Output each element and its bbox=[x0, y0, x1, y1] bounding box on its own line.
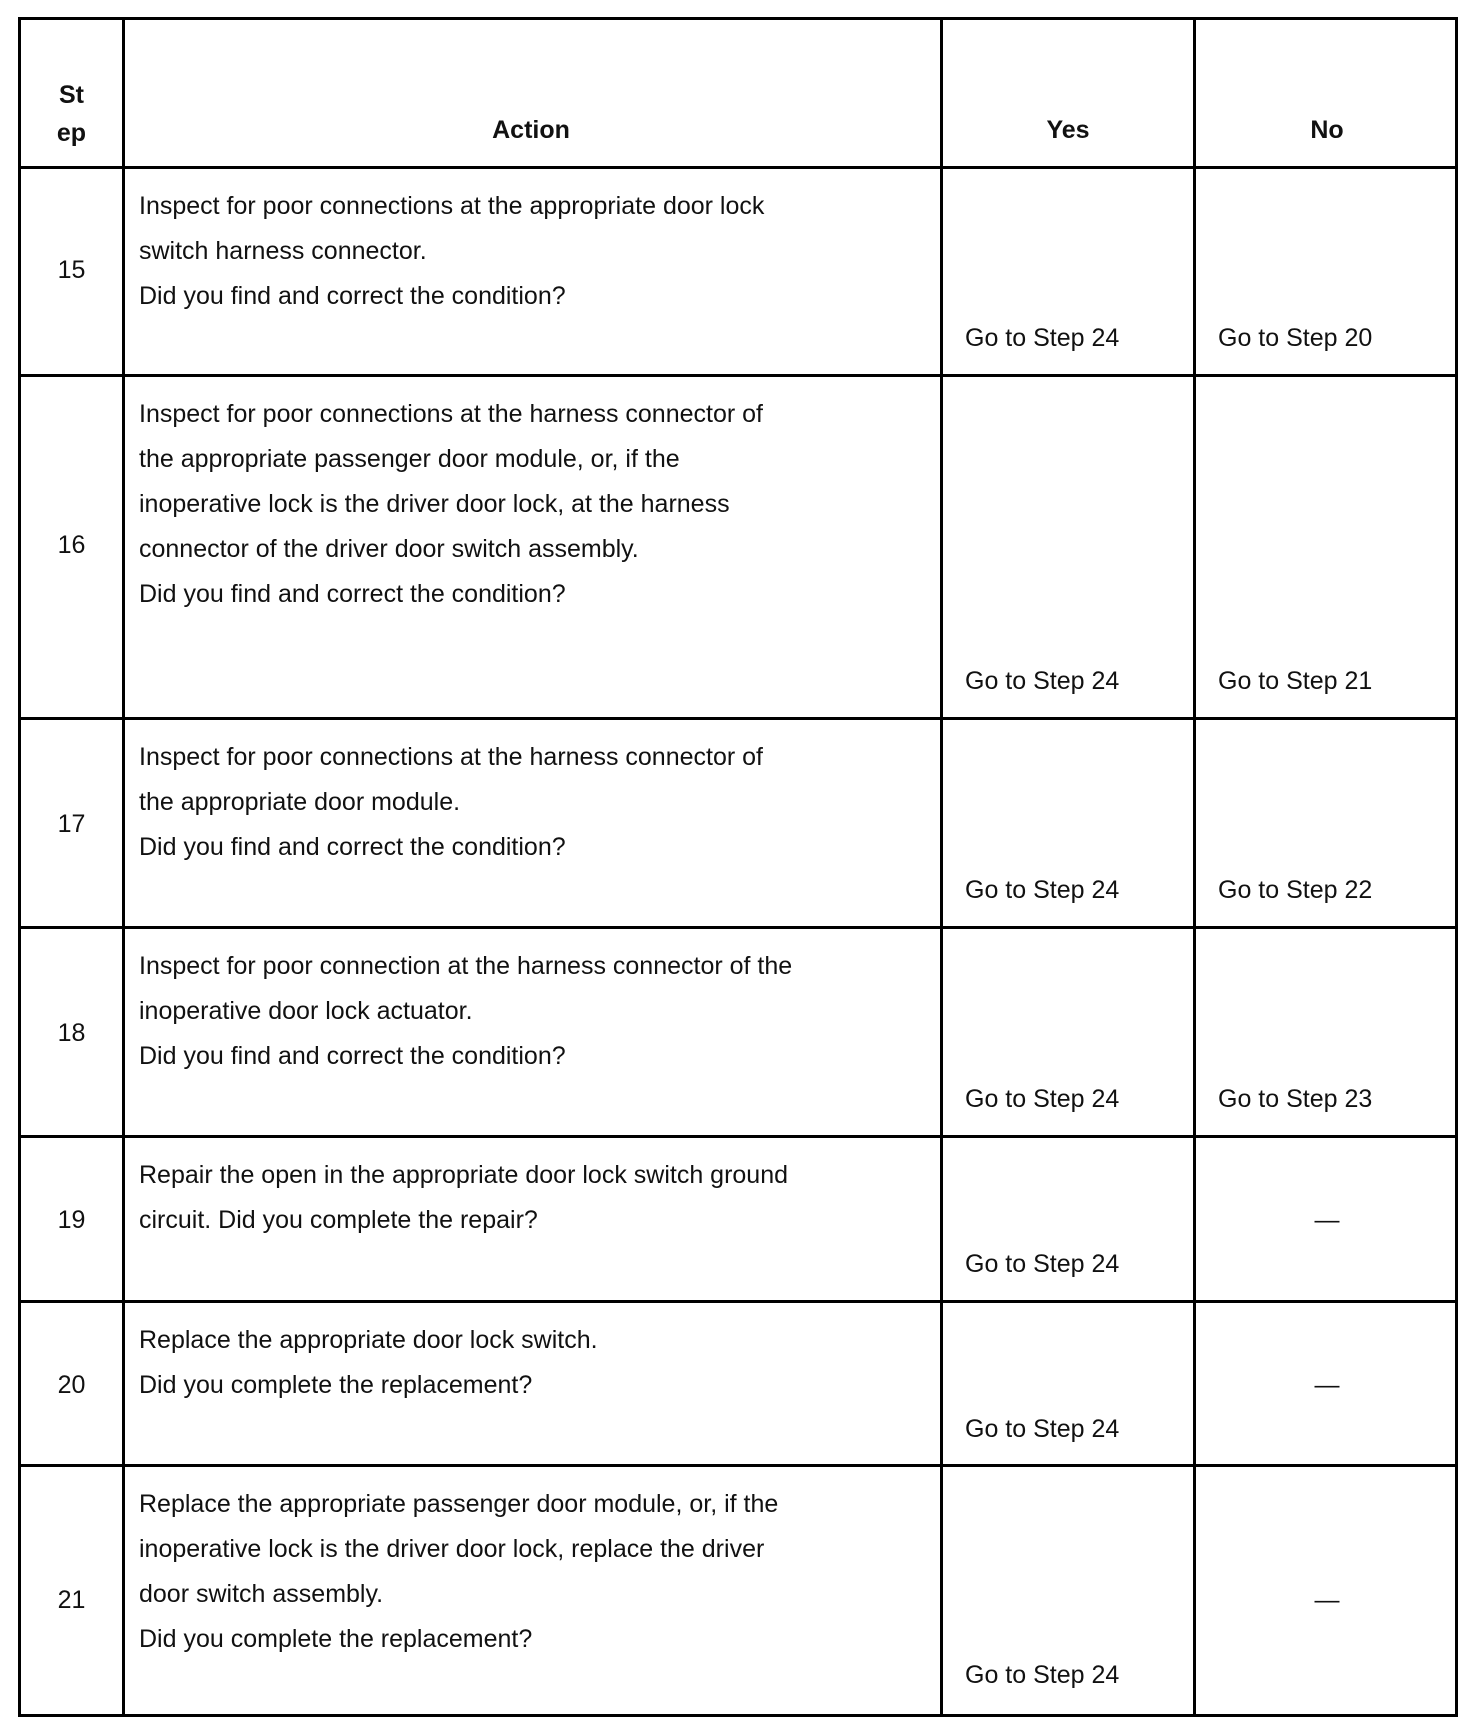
column-divider bbox=[940, 20, 943, 1714]
action-line: circuit. Did you complete the repair? bbox=[139, 1206, 538, 1234]
action-line: Inspect for poor connections at the appropriate door lock bbox=[139, 192, 765, 220]
action-line: Did you find and correct the condition? bbox=[139, 1042, 566, 1070]
row-divider bbox=[21, 1464, 1455, 1467]
action-line: the appropriate door module. bbox=[139, 788, 461, 816]
header-yes: Yes bbox=[1046, 116, 1090, 144]
row-divider bbox=[21, 1135, 1455, 1138]
no-cell: Go to Step 20 bbox=[1218, 324, 1373, 352]
action-cell bbox=[125, 1153, 937, 1243]
no-cell: Go to Step 22 bbox=[1218, 876, 1373, 904]
step-number: 15 bbox=[57, 256, 86, 284]
no-cell: Go to Step 23 bbox=[1218, 1085, 1373, 1113]
action-line: Did you find and correct the condition? bbox=[139, 833, 566, 861]
action-line: switch harness connector. bbox=[139, 237, 427, 265]
header-no: No bbox=[1310, 116, 1344, 144]
step-number: 16 bbox=[57, 531, 86, 559]
yes-cell: Go to Step 24 bbox=[965, 1250, 1120, 1278]
step-number: 18 bbox=[57, 1019, 86, 1047]
row-divider bbox=[21, 166, 1455, 169]
header-step-line1: St bbox=[59, 81, 84, 109]
step-number: 17 bbox=[57, 810, 86, 838]
action-cell bbox=[125, 184, 937, 319]
action-cell bbox=[125, 735, 937, 870]
yes-cell: Go to Step 24 bbox=[965, 1661, 1120, 1689]
column-divider bbox=[1193, 20, 1196, 1714]
step-number: 19 bbox=[57, 1206, 86, 1234]
action-cell bbox=[125, 1482, 937, 1662]
step-number: 21 bbox=[57, 1586, 86, 1614]
step-number: 20 bbox=[57, 1371, 86, 1399]
diagnostic-table bbox=[18, 17, 1458, 1717]
yes-cell: Go to Step 24 bbox=[965, 1415, 1120, 1443]
action-cell bbox=[125, 1318, 937, 1408]
no-cell-dash: — bbox=[1314, 1371, 1340, 1399]
action-line: door switch assembly. bbox=[139, 1580, 384, 1608]
action-line: Did you complete the replacement? bbox=[139, 1371, 533, 1399]
yes-cell: Go to Step 24 bbox=[965, 324, 1120, 352]
action-line: Inspect for poor connection at the harness connector of the bbox=[139, 952, 793, 980]
action-line: Inspect for poor connections at the harness connector of bbox=[139, 743, 763, 771]
header-action: Action bbox=[492, 116, 570, 144]
action-line: inoperative lock is the driver door lock, replace the driver bbox=[139, 1535, 765, 1563]
action-line: the appropriate passenger door module, or, if the bbox=[139, 445, 680, 473]
action-line: Did you complete the replacement? bbox=[139, 1625, 533, 1653]
header-step-line2: ep bbox=[56, 119, 87, 147]
action-line: Replace the appropriate door lock switch. bbox=[139, 1326, 598, 1354]
header-step bbox=[21, 76, 122, 152]
yes-cell: Go to Step 24 bbox=[965, 667, 1120, 695]
action-line: Replace the appropriate passenger door module, or, if the bbox=[139, 1490, 779, 1518]
action-line: Repair the open in the appropriate door lock switch ground bbox=[139, 1161, 789, 1189]
no-cell-dash: — bbox=[1314, 1206, 1340, 1234]
action-cell bbox=[125, 944, 937, 1079]
action-line: Did you find and correct the condition? bbox=[139, 282, 566, 310]
row-divider bbox=[21, 717, 1455, 720]
action-line: connector of the driver door switch assembly. bbox=[139, 535, 639, 563]
no-cell: Go to Step 21 bbox=[1218, 667, 1373, 695]
yes-cell: Go to Step 24 bbox=[965, 876, 1120, 904]
row-divider bbox=[21, 374, 1455, 377]
no-cell-dash: — bbox=[1314, 1586, 1340, 1614]
action-line: Inspect for poor connections at the harness connector of bbox=[139, 400, 763, 428]
row-divider bbox=[21, 1300, 1455, 1303]
action-line: inoperative lock is the driver door lock, at the harness bbox=[139, 490, 730, 518]
row-divider bbox=[21, 926, 1455, 929]
action-line: inoperative door lock actuator. bbox=[139, 997, 473, 1025]
yes-cell: Go to Step 24 bbox=[965, 1085, 1120, 1113]
action-line: Did you find and correct the condition? bbox=[139, 580, 566, 608]
action-cell bbox=[125, 392, 937, 617]
